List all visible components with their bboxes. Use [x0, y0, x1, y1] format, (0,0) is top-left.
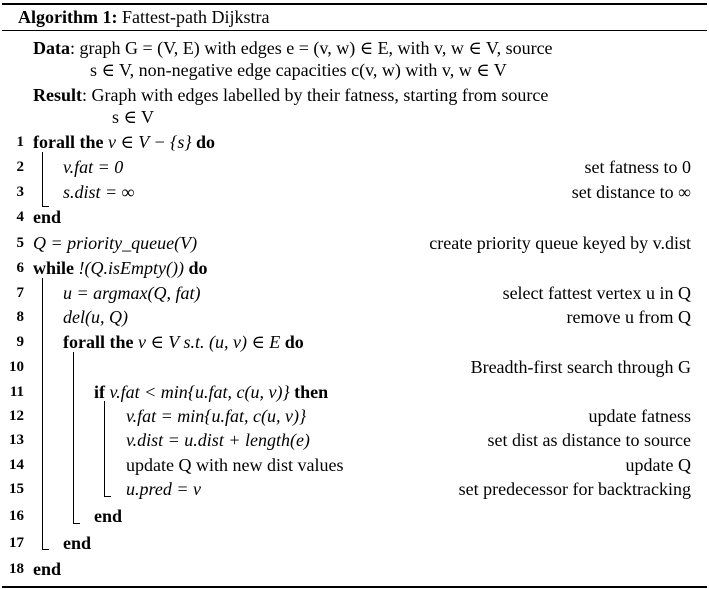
- result-line-2: s ∈ V: [112, 107, 155, 127]
- code-line-12: [126, 405, 306, 427]
- line-number-3: 3: [16, 184, 24, 200]
- code: v ∈ V s.t. (u, v) ∈ E: [133, 332, 285, 352]
- comment-line-3: set distance to ∞: [571, 182, 691, 202]
- line-number-15: 15: [9, 481, 24, 497]
- line-number-17: 17: [9, 535, 24, 551]
- algorithm-caption: [18, 6, 269, 28]
- comment-line-2: set fatness to 0: [584, 157, 691, 177]
- code-line-4: [33, 206, 61, 228]
- line-number-7: 7: [16, 285, 24, 301]
- code: !(Q.isEmpty()): [74, 258, 189, 278]
- keyword: end: [94, 506, 123, 526]
- code-line-3: [63, 181, 135, 203]
- data-text-1: : graph G = (V, E) with edges e = (v, w) ∈ E, with v, w ∈ V, source: [70, 38, 553, 58]
- code-line-13: [126, 429, 310, 451]
- code-line-9: [63, 331, 304, 353]
- code-line-14: update Q with new dist values: [126, 455, 344, 475]
- keyword: if: [94, 382, 105, 402]
- top-rule: [2, 3, 707, 5]
- code-line-8: [63, 306, 128, 328]
- block-bar-forall-1: [42, 152, 43, 207]
- data-label: Data: [33, 38, 70, 58]
- line-number-8: 8: [16, 309, 24, 325]
- bottom-rule: [2, 586, 707, 588]
- code-line-15: [126, 478, 201, 500]
- line-number-14: 14: [9, 457, 24, 473]
- block-bar-forall-2: [73, 352, 74, 524]
- keyword: while: [33, 258, 75, 278]
- code-line-6: [33, 257, 208, 279]
- comment-line-15: set predecessor for backtracking: [458, 479, 691, 499]
- code: v ∈ V − {s}: [103, 132, 197, 152]
- code-line-1: [33, 131, 215, 153]
- keyword: do: [196, 132, 216, 152]
- code: Q = priority_queue(V): [33, 233, 198, 253]
- keyword: end: [63, 533, 92, 553]
- data-line-1: [33, 37, 553, 59]
- line-number-11: 11: [9, 384, 24, 400]
- line-number-2: 2: [16, 159, 24, 175]
- code: u.pred = v: [126, 479, 201, 499]
- comment-line-13: set dist as distance to source: [487, 430, 691, 450]
- line-number-6: 6: [16, 260, 24, 276]
- block-end-while: [42, 549, 49, 550]
- comment-line-10: Breadth-first search through G: [470, 357, 691, 377]
- code-line-17: [63, 532, 91, 554]
- keyword: end: [33, 207, 62, 227]
- line-number-4: 4: [16, 209, 24, 225]
- line-number-12: 12: [9, 408, 24, 424]
- code-line-7: [63, 282, 200, 304]
- code: v.fat = min{u.fat, c(u, v)}: [126, 406, 307, 426]
- comment-line-8: remove u from Q: [566, 307, 691, 327]
- result-label: Result: [33, 85, 82, 105]
- comment-line-7: select fattest vertex u in Q: [502, 283, 691, 303]
- keyword: forall the: [33, 132, 104, 152]
- result-text-1: : Graph with edges labelled by their fatness, starting from source: [82, 85, 549, 105]
- code-line-16: [94, 505, 122, 527]
- result-line-1: [33, 84, 548, 106]
- code: s.dist = ∞: [63, 182, 135, 202]
- keyword: then: [294, 382, 329, 402]
- caption-title: Fattest-path Dijkstra: [121, 7, 270, 27]
- code-line-2: [63, 156, 123, 178]
- block-bar-while: [42, 278, 43, 550]
- code-line-18: [33, 558, 61, 580]
- block-end-forall-2: [73, 523, 80, 524]
- line-number-13: 13: [9, 432, 24, 448]
- code: u = argmax(Q, fat): [63, 283, 201, 303]
- keyword: do: [188, 258, 208, 278]
- comment-line-14: update Q: [625, 455, 691, 475]
- keyword: forall the: [63, 332, 134, 352]
- keyword: do: [284, 332, 304, 352]
- code: v.fat < min{u.fat, c(u, v)}: [105, 382, 295, 402]
- line-number-10: 10: [9, 359, 24, 375]
- code-line-11: [94, 381, 328, 403]
- data-line-2: s ∈ V, non-negative edge capacities c(v, w) with v, w ∈ V: [90, 60, 507, 80]
- comment-line-12: update fatness: [588, 406, 691, 426]
- line-number-16: 16: [9, 508, 24, 524]
- code-line-5: [33, 232, 197, 254]
- code: v.dist = u.dist + length(e): [126, 430, 310, 450]
- line-number-18: 18: [9, 561, 24, 577]
- block-end-if: [104, 496, 111, 497]
- caption-rule: [2, 30, 707, 31]
- code: del(u, Q): [63, 307, 128, 327]
- caption-label: Algorithm 1:: [18, 7, 118, 27]
- line-number-5: 5: [16, 235, 24, 251]
- comment-line-5: create priority queue keyed by v.dist: [429, 233, 691, 253]
- keyword: end: [33, 559, 62, 579]
- block-bar-if: [104, 401, 105, 497]
- code: v.fat = 0: [63, 157, 124, 177]
- line-number-1: 1: [16, 134, 24, 150]
- line-number-9: 9: [16, 334, 24, 350]
